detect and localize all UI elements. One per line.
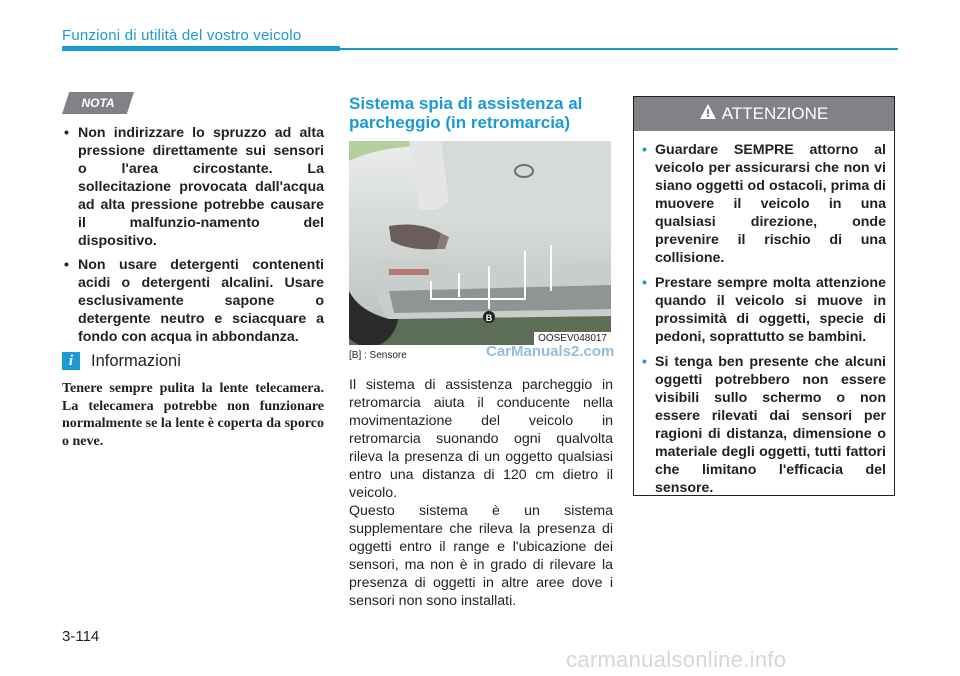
warning-item: • Guardare SEMPRE attorno al veicolo per assicurarsi che non vi siano oggetti od ostacoli, prima di muovere il veicolo in una qualsiasi direzione, onde prevenire il rischio di una collisione. xyxy=(642,141,886,267)
info-text: Tenere sempre pulita la lente telecamera. La telecamera potrebbe non funzionare normalmente se la lente è coperta da sporco o neve. xyxy=(62,381,324,449)
nota-label: NOTA xyxy=(81,96,115,110)
watermark-text: CarManuals2.com xyxy=(486,343,615,360)
warning-triangle-icon xyxy=(700,97,716,131)
image-code: OOSEV048017 xyxy=(534,332,611,345)
section-title: Sistema spia di assistenza al parcheggio (in retromarcia) xyxy=(349,94,583,132)
body-paragraph: Il sistema di assistenza parcheggio in retromarcia aiuta il conducente nella movimentazione del veicolo in retromarcia suonando ogni qualvolta rileva la presenza di un oggetto qualsiasi entro una distanza di 120 cm dietro il veicolo. xyxy=(349,377,613,501)
warning-title: ATTENZIONE xyxy=(721,104,829,123)
section-header-title: Funzioni di utilità del vostro veicolo xyxy=(62,27,302,44)
header-rule-thick xyxy=(62,46,340,51)
body-paragraph: Questo sistema è un sistema supplementare che rileva la presenza di oggetti entro il range e l'ubicazione dei sensori, ma non è in grado di rilevare la presenza di oggetti in altre aree dove i sensori non sono installati. xyxy=(349,503,613,609)
warning-header xyxy=(634,97,894,131)
nota-list xyxy=(62,124,324,352)
nota-item: • Non indirizzare lo spruzzo ad alta pressione direttamente sui sensori o l'area circostante. La sollecitazione provocata dall'acqua ad alta pressione potrebbe causare il malfunzio-namento del dispositivo. xyxy=(62,124,324,250)
image-caption: [B] : Sensore xyxy=(349,350,407,361)
info-title: Informazioni xyxy=(91,352,181,370)
page-number: 3-114 xyxy=(62,628,100,645)
nota-badge xyxy=(62,92,134,114)
header-rule-thin xyxy=(340,48,898,50)
rear-bumper-photo xyxy=(349,141,611,345)
warning-item: • Si tenga ben presente che alcuni oggetti potrebbero non essere visibili sullo schermo o non essere rilevati dai sensori per ragioni di distanza, dimensione o materiale degli oggetti, tutti fattori che limitano l'efficacia del sensore. xyxy=(642,353,886,497)
warning-box xyxy=(633,96,895,496)
nota-item: • Non usare detergenti contenenti acidi o detergenti alcalini. Usare esclusivamente sapone o detergente neutro e sciacquare a fondo con acqua in abbondanza. xyxy=(62,256,324,346)
info-icon: i xyxy=(62,352,80,370)
warning-list xyxy=(642,141,886,504)
warning-item: • Prestare sempre molta attenzione quando il veicolo si muove in prossimità di oggetti, specie di pedoni, soprattutto se bambini. xyxy=(642,274,886,346)
footer-site-watermark: carmanualsonline.info xyxy=(566,647,787,672)
sensor-marker-label: B xyxy=(485,313,493,323)
